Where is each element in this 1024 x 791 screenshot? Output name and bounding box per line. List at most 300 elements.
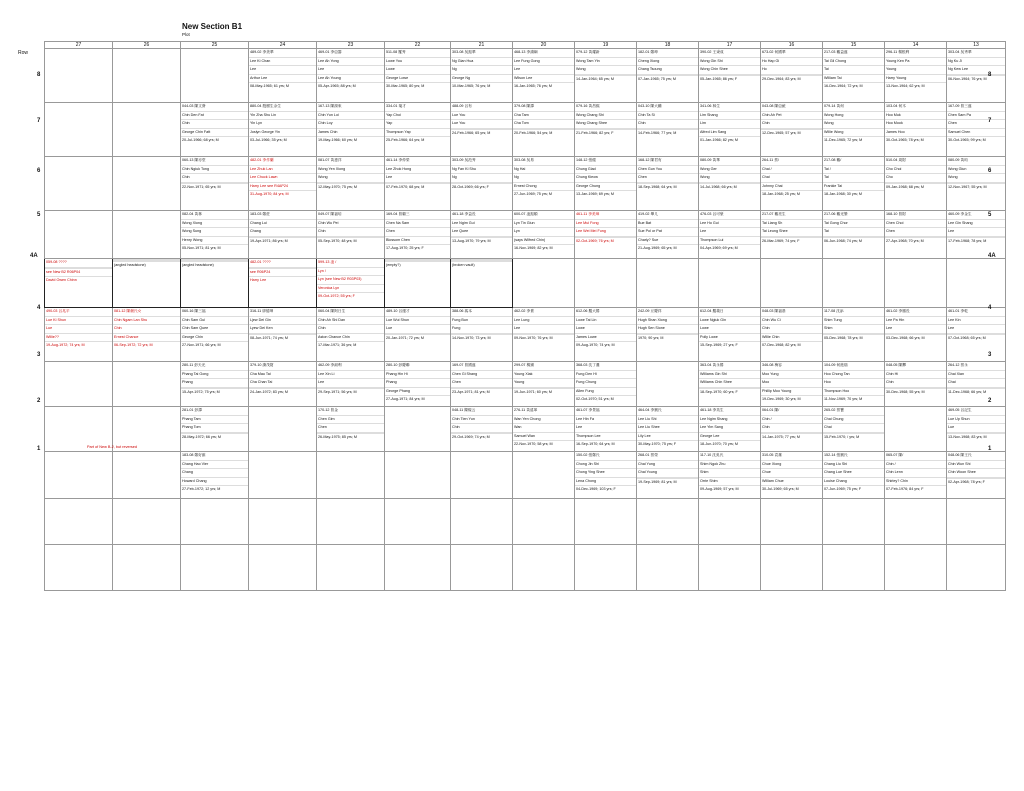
plot-cell	[637, 211, 699, 259]
cell-line: 17-Mar-1971; 36 yrs; M	[318, 343, 357, 347]
plot-cell	[113, 211, 181, 259]
plot-cell	[823, 259, 885, 308]
cell-line: 17-Aug-1970; 25 yrs; F	[386, 246, 424, 250]
cell-line: Lue	[45, 325, 112, 334]
cell-line: Lee Ngim Gui	[451, 220, 512, 229]
column-header: 24	[249, 42, 317, 49]
page-subtitle: Plot	[182, 32, 190, 37]
plot-cell	[249, 103, 317, 157]
plot-cell	[451, 103, 513, 157]
plot-cell	[385, 211, 451, 259]
cell-line: Chin	[761, 424, 822, 433]
cell-line: Fung Chung	[575, 379, 636, 388]
cell-line: 468-13 李鴻綱	[513, 49, 574, 58]
plot-cell	[575, 49, 637, 103]
cell-line: Chang Hao Vier	[181, 461, 248, 470]
cell-line: 06-Jun-1968; 74 yrs; M	[824, 238, 862, 243]
cell-line: Lee Ah Yong	[317, 58, 384, 67]
cell-line: Wong	[823, 120, 884, 129]
cell-line: Harry Young	[885, 75, 946, 84]
cell-line: Lily Lee	[637, 433, 698, 442]
plot-cell	[947, 362, 1006, 407]
cell-line: Williams Chin Shee	[699, 379, 760, 388]
plot-cell	[761, 259, 823, 308]
cell-line: 150-02 張鄭氏	[575, 452, 636, 461]
plot-cell	[947, 157, 1006, 211]
cell-line: 060-04 陳阿日生	[317, 308, 384, 317]
row-label: 4	[37, 305, 41, 311]
plot-cell	[513, 49, 575, 103]
cell-line: Cha Tom	[513, 120, 574, 129]
plot-cell	[45, 362, 113, 407]
cell-line: 13-Jan-1969; 69 yrs; M	[576, 192, 614, 196]
plot-cell	[451, 407, 513, 452]
cell-line: Chen Gun You	[637, 166, 698, 175]
cell-line: 20-Jul-1966; 68 yrs; M	[182, 138, 219, 142]
cell-line: Lee	[385, 174, 450, 183]
cell-line: 13-Nov-1968; 83 yrs; M	[948, 434, 987, 439]
cell-line: Lue Ki Shun	[45, 317, 112, 326]
cell-line: Chin Sam Gui	[181, 317, 248, 326]
cell-line: 079-12 黃耀新	[575, 49, 636, 58]
plot-cell	[637, 545, 699, 591]
cell-line: Cha Tam	[513, 112, 574, 121]
cell-line: Chai Yung	[637, 461, 698, 470]
plot-cell	[45, 308, 113, 362]
plot-cell	[113, 545, 181, 591]
cell-line: Lee Xin Li	[317, 371, 384, 380]
plot-cell	[823, 499, 885, 545]
cell-line: 048-11 陳燦云	[451, 407, 512, 416]
plot-cell	[451, 362, 513, 407]
plot-cell	[317, 499, 385, 545]
cell-line: Charly? Sue	[637, 237, 698, 246]
cell-line: 048-03 陳福基	[761, 308, 822, 317]
plot-cell	[699, 259, 761, 308]
row-label: 3	[37, 352, 41, 358]
cell-line: Chin	[317, 325, 384, 334]
plot-cell	[637, 407, 699, 452]
cell-line: 12-Dec-1965; 57 yrs; M	[762, 130, 801, 135]
cell-line: Wan Yen Chong	[513, 416, 574, 425]
cell-line: Lee Liu Shee	[637, 424, 698, 433]
cell-line: Cho	[885, 174, 946, 183]
plot-cell	[451, 545, 513, 591]
plot-cell	[181, 308, 249, 362]
plot-cell	[249, 362, 317, 407]
plot-cell	[181, 452, 249, 499]
plot-cell	[113, 103, 181, 157]
cell-line: 461-14 李仲榮	[385, 157, 450, 166]
plot-cell	[385, 49, 451, 103]
cell-line: 388-06 馮本	[451, 308, 512, 317]
cell-line: 341-06 林生	[699, 103, 760, 112]
plot-cell	[885, 308, 947, 362]
plot-cell	[513, 499, 575, 545]
cell-line: Wong	[699, 174, 760, 183]
plot-cell	[249, 499, 317, 545]
cell-line: 13-Aug-1970; 79 yrs; M	[452, 238, 491, 243]
cell-line: Cha Chan Tai	[249, 379, 316, 388]
plot-cell	[181, 499, 249, 545]
row-label: 2	[988, 398, 992, 404]
cell-line: (angled headstone)	[182, 263, 214, 267]
plot-cell	[45, 499, 113, 545]
plot-cell	[513, 545, 575, 591]
plot-cell	[575, 362, 637, 407]
cell-line: Wong Sung	[181, 228, 248, 237]
cell-line: Lee Mui Fong	[575, 220, 636, 229]
cell-line: Johnny Chai	[761, 183, 822, 192]
column-header-row	[45, 42, 1006, 49]
plot-cell	[451, 211, 513, 259]
cell-line: 064-01 陳/	[761, 407, 822, 416]
cell-line: 488-09 呂有	[451, 103, 512, 112]
cell-line: Chen Choi	[885, 220, 946, 229]
cell-line: 600-07 凌振順	[513, 211, 574, 220]
cell-line: 489-10 呂運才	[385, 308, 450, 317]
cell-line: Chin /	[761, 416, 822, 425]
plot-cell	[823, 157, 885, 211]
plot-cell	[575, 103, 637, 157]
cell-line: Frankie Tai	[823, 183, 884, 192]
plot-cell	[947, 103, 1006, 157]
cell-line: Lee Fung Gong	[513, 58, 574, 67]
cell-line: 461-18 李益長	[451, 211, 512, 220]
plot-cell	[451, 259, 513, 308]
cell-line: 242-09 丘慶祥	[637, 308, 698, 317]
plot-cell	[317, 452, 385, 499]
plot-row	[45, 308, 1006, 362]
cell-line: 462-02 李貴	[513, 308, 574, 317]
cell-line: Lee Pa Hin	[885, 317, 946, 326]
cell-line: 12-May-1970; 75 yrs; M	[318, 184, 357, 189]
cell-line: 461-18 李英生	[699, 407, 760, 416]
plot-cell	[513, 211, 575, 259]
plot-cell	[317, 211, 385, 259]
cell-line: Ng	[451, 174, 512, 183]
cell-line: Tai	[823, 66, 884, 75]
cell-line: Shim	[823, 325, 884, 334]
cell-line: Tai /	[823, 166, 884, 175]
cell-line: Chin Ngiuk Tong	[181, 166, 248, 175]
cell-line: 22-Nov-1971; 65 yrs; M	[182, 184, 221, 189]
cell-line: Tai Gong Chor	[823, 220, 884, 229]
cell-line: Cheng Xiong	[637, 58, 698, 67]
cell-line: Lim	[699, 120, 760, 129]
cell-line: George Chin Fatt	[181, 129, 248, 138]
cell-line: 152-14 張劉氏	[823, 452, 884, 461]
plot-cell	[761, 103, 823, 157]
cell-line: 07-Dec-1968; 82 yrs; M	[762, 343, 801, 347]
row-header-label: Row	[18, 50, 29, 56]
cell-line: 060-16 陳三福	[181, 308, 248, 317]
plot-cell	[45, 103, 113, 157]
plot-cell	[575, 308, 637, 362]
plot-cell	[947, 499, 1006, 545]
cell-line: 217-08 戴/	[823, 157, 884, 166]
cell-line: 05-Sep-1970; 48 yrs; M	[318, 238, 357, 243]
plot-cell	[947, 407, 1006, 452]
plot-cell	[885, 499, 947, 545]
column-header: 20	[513, 42, 575, 49]
cell-line: 30-May-1970; 75 yrs; F	[638, 442, 677, 446]
cell-line: 482-01 ????	[249, 259, 316, 268]
cell-line: 217-03 戴益盛	[823, 49, 884, 58]
cell-line: 482-01 李作蘭	[249, 157, 316, 166]
cell-line: Wong Chin Shee	[699, 66, 760, 75]
cell-line: 17-Feb-1968; 78 yrs; M	[948, 238, 987, 243]
cell-line: Hoo Chong Tan	[823, 371, 884, 380]
cell-line: Shim	[699, 469, 760, 478]
column-header: 22	[385, 42, 451, 49]
plot-cell	[513, 103, 575, 157]
cell-line: Chai	[947, 379, 1005, 388]
cell-line: 303-04 吳秀華	[947, 49, 1005, 58]
cell-line: 065-07 陳/	[885, 452, 946, 461]
cell-line: Willie Wong	[823, 129, 884, 138]
cell-line: Lee	[513, 325, 574, 334]
cell-line: 13-Nov-1964; 62 yrs; M	[886, 84, 925, 88]
cell-line: Chin Den Fat	[181, 112, 248, 121]
plot-cell	[947, 308, 1006, 362]
cell-line: Chin Tien Yun	[451, 416, 512, 425]
cell-line: 20-Jan-1971; 72 yrs; M	[386, 335, 424, 340]
plot-row	[45, 49, 1006, 103]
cell-line: Young Ken Pa	[885, 58, 946, 67]
cell-line: George Lowe	[385, 75, 450, 84]
cell-line: 02-Oct-1969; 76 yrs; M	[576, 238, 614, 243]
cell-line: Sue Pol or Pat	[637, 228, 698, 237]
cell-line: 18-Jun-1970; 70 yrs; M	[700, 442, 738, 446]
plot-cell	[637, 49, 699, 103]
plot-cell	[885, 157, 947, 211]
plot-cell	[885, 49, 947, 103]
cell-line: 07-Feb-1970; 68 yrs; M	[386, 184, 425, 189]
plot-cell	[699, 157, 761, 211]
plot-cell	[823, 308, 885, 362]
column-header: 15	[823, 42, 885, 49]
cell-line: 06-Sep-1972; 72 yrs; M	[114, 343, 153, 347]
cell-line: Chen	[637, 174, 698, 183]
cell-line: 23-Apr-1971; 81 yrs; M	[452, 389, 490, 394]
cell-line: Ng Hai	[513, 166, 574, 175]
cell-line: Chin Wun Shi	[947, 461, 1005, 470]
cell-line: Chai Chung	[823, 416, 884, 425]
plot-cell	[885, 103, 947, 157]
cell-line: Ernest Chong	[513, 183, 574, 192]
plot-cell	[823, 545, 885, 591]
column-header: 14	[885, 42, 947, 49]
cell-line: Lyew Dei Ken	[249, 325, 316, 334]
cell-line: 461-11 李美璋	[575, 211, 636, 220]
cell-line: Samuel Wan	[513, 433, 574, 442]
plot-cell	[761, 157, 823, 211]
cell-line: Tai	[823, 228, 884, 237]
cell-line: Lim Shang	[699, 112, 760, 121]
cell-line: 489-02 李美華	[249, 49, 316, 58]
cell-line: 07-Jun-1969; 75 yrs; F	[824, 487, 862, 491]
plot-cell	[451, 157, 513, 211]
cell-line: Wong Gin Shi	[699, 58, 760, 67]
cell-line: Fung Bun	[451, 317, 512, 326]
cell-line: 182-01 鄭坤	[637, 49, 698, 58]
plot-cell	[113, 452, 181, 499]
cell-line: Cho Choi	[885, 166, 946, 175]
cell-line: 265-02 蔡寶	[823, 407, 884, 416]
cell-line: Wong Tam Yin	[575, 58, 636, 67]
cell-line: 28-May-1972; 66 yrs; M	[182, 434, 221, 439]
cell-line: Chen	[451, 379, 512, 388]
cell-line: Chin	[181, 120, 248, 129]
cell-line: 09-Oct-1972; 55 yrs; F	[318, 294, 355, 298]
cell-line: Hoo	[823, 379, 884, 388]
cell-line: 280-10 彭慶聯	[385, 362, 450, 371]
plot-cell	[385, 308, 451, 362]
cell-line: Bue Bat	[637, 220, 698, 229]
cell-line: Chai	[761, 174, 822, 183]
cell-line: 30-Jul-1969; 65 yrs; M	[762, 487, 799, 491]
plot-cell	[885, 362, 947, 407]
cell-line: Chang	[249, 228, 316, 237]
cell-line: Lue You	[451, 120, 512, 129]
plot-cell	[317, 259, 385, 308]
cell-line: 217-07 戴亮生	[761, 211, 822, 220]
cell-line: (angled headstone)	[114, 263, 146, 267]
cell-line: Wan	[513, 424, 574, 433]
cell-line: Chin Hi	[885, 371, 946, 380]
plot-cell	[45, 49, 113, 103]
plot-cell	[947, 259, 1006, 308]
plot-cell	[249, 211, 317, 259]
cell-line: 27-Apr-1968; 70 yrs; M	[886, 238, 924, 243]
plot-cell	[181, 103, 249, 157]
cell-line: Phang Tai Gong	[181, 371, 248, 380]
cell-line: 168-12 陳君有	[637, 157, 698, 166]
cell-line: 27-Feb-1972; 12 yrs; M	[182, 487, 221, 491]
row-label: 1	[988, 446, 992, 452]
cell-line: 363-04 黃永勝	[699, 362, 760, 371]
cell-line: 04-Dec-1969; 103 yrs; F	[576, 487, 616, 491]
cell-line: 16-Jan-1965; 76 yrs; M	[514, 84, 552, 88]
cell-line: 303-09 吳范秀	[451, 157, 512, 166]
plot-cell	[249, 259, 317, 308]
cell-line: 280-11 彭天光	[181, 362, 248, 371]
cell-line: Chen Na Sam	[385, 220, 450, 229]
plot-cell	[249, 407, 317, 452]
cell-line: 476-03 呂可豪	[699, 211, 760, 220]
cell-line: Chang Tsoung	[637, 66, 698, 75]
cell-line: Wong	[575, 66, 636, 75]
cell-line: Chen Gi Shang	[451, 371, 512, 380]
cell-line: Chang Lui	[249, 220, 316, 229]
plot-cell	[385, 407, 451, 452]
cell-line: Chin	[181, 174, 248, 183]
cell-line: Lee	[575, 424, 636, 433]
cell-line: 169-07 曾國盛	[451, 362, 512, 371]
cell-line: Lyn (see New B2 R03P03)	[317, 276, 384, 285]
column-header: 23	[317, 42, 385, 49]
plot-cell	[575, 499, 637, 545]
plot-cell	[885, 407, 947, 452]
cell-line: 07-Oct-1968; 65 yrs; M	[948, 335, 986, 340]
plot-cell	[317, 545, 385, 591]
cell-line: Phang Tam	[181, 416, 248, 425]
cell-line: Wong	[947, 174, 1005, 183]
cell-line: William Chue	[761, 478, 822, 487]
column-header: 27	[45, 42, 113, 49]
cell-line: Phang Hin Hi	[385, 371, 450, 380]
plot-cell	[317, 49, 385, 103]
plot-row	[45, 499, 1006, 545]
cell-line: 18-Jan-1968; 25 yrs; M	[762, 192, 800, 196]
cell-line: 462-09 李淑利	[317, 362, 384, 371]
cell-line: 04-Apr-1969; 69 yrs; M	[700, 246, 738, 250]
cell-line: 379-10 謝茂財	[249, 362, 316, 371]
row-label: 4A	[988, 253, 996, 259]
plot-cell	[513, 362, 575, 407]
cell-line: Orrie Shim	[699, 478, 760, 487]
cell-line: 316-11 廖德坤	[249, 308, 316, 317]
cell-line: Yap Choi	[385, 112, 450, 121]
cell-line: Ng Kew Lee	[947, 66, 1005, 75]
cell-line: Chai /	[761, 166, 822, 175]
cell-line: 14-Jul-1968; 66 yrs; M	[700, 184, 737, 189]
cell-line: 490-03 呂兆平	[45, 308, 112, 317]
cell-line: 15-Apr-1972; 75 yrs; M	[182, 389, 220, 394]
cell-line: 27-Nov-1971; 66 yrs; M	[182, 343, 221, 347]
cell-line: Ho	[761, 66, 822, 75]
plot-cell	[385, 259, 451, 308]
cell-line: Phillip Moo Young	[761, 388, 822, 397]
plot-row	[45, 259, 1006, 308]
row-label: 6	[37, 168, 41, 174]
cell-line: 21-Feb-1966; 82 yrs; F	[576, 130, 614, 135]
cell-line: 05-Jan-1965; 86 yrs; F	[700, 76, 738, 81]
cell-line: Wilson Lee	[513, 75, 574, 84]
cell-line: Wong Ger	[699, 166, 760, 175]
cell-line: 19-Sep-1969; 81 yrs; M	[638, 479, 677, 484]
cell-line: Chen Gim	[317, 416, 384, 425]
cell-line: 599-13 凌 /	[317, 259, 384, 268]
cell-line: Chin Ah Shi Dan	[317, 317, 384, 326]
plot-cell	[947, 545, 1006, 591]
cell-line: Louise Chang	[823, 478, 884, 487]
cell-line: 264-11 蔡/	[761, 157, 822, 166]
cell-line: 169-04 曾顧三	[385, 211, 450, 220]
plot-row	[45, 407, 1006, 452]
cell-line: Young	[885, 66, 946, 75]
cell-line: Chong Ying Shee	[575, 469, 636, 478]
cell-line: 060-13 陳亦堂	[181, 157, 248, 166]
cell-line: 419-02 畢几	[637, 211, 698, 220]
cell-line: Shim Tung	[823, 317, 884, 326]
cell-line: 281-01 彭譚	[181, 407, 248, 416]
cell-line: Willie??	[45, 334, 112, 343]
cell-line: 22-Nov-1970; 58 yrs; M	[514, 442, 553, 446]
cell-line: George Phang	[385, 388, 450, 397]
plot-cell	[249, 49, 317, 103]
cell-line: 296-11 楊根利	[885, 49, 946, 58]
cell-line: 19-Dec-1969; 30 yrs; M	[762, 397, 801, 401]
plot-cell	[761, 362, 823, 407]
cell-line: 880-04 殷樹生余生	[249, 103, 316, 112]
cell-line: see R06P24	[249, 269, 316, 278]
cell-line: 02-Apr-1968; 78 yrs; F	[948, 479, 985, 484]
cell-line: 082-04 黃林	[181, 211, 248, 220]
cell-line: Lowe You	[385, 58, 450, 67]
cell-line: Wong Chang Shi	[575, 112, 636, 121]
